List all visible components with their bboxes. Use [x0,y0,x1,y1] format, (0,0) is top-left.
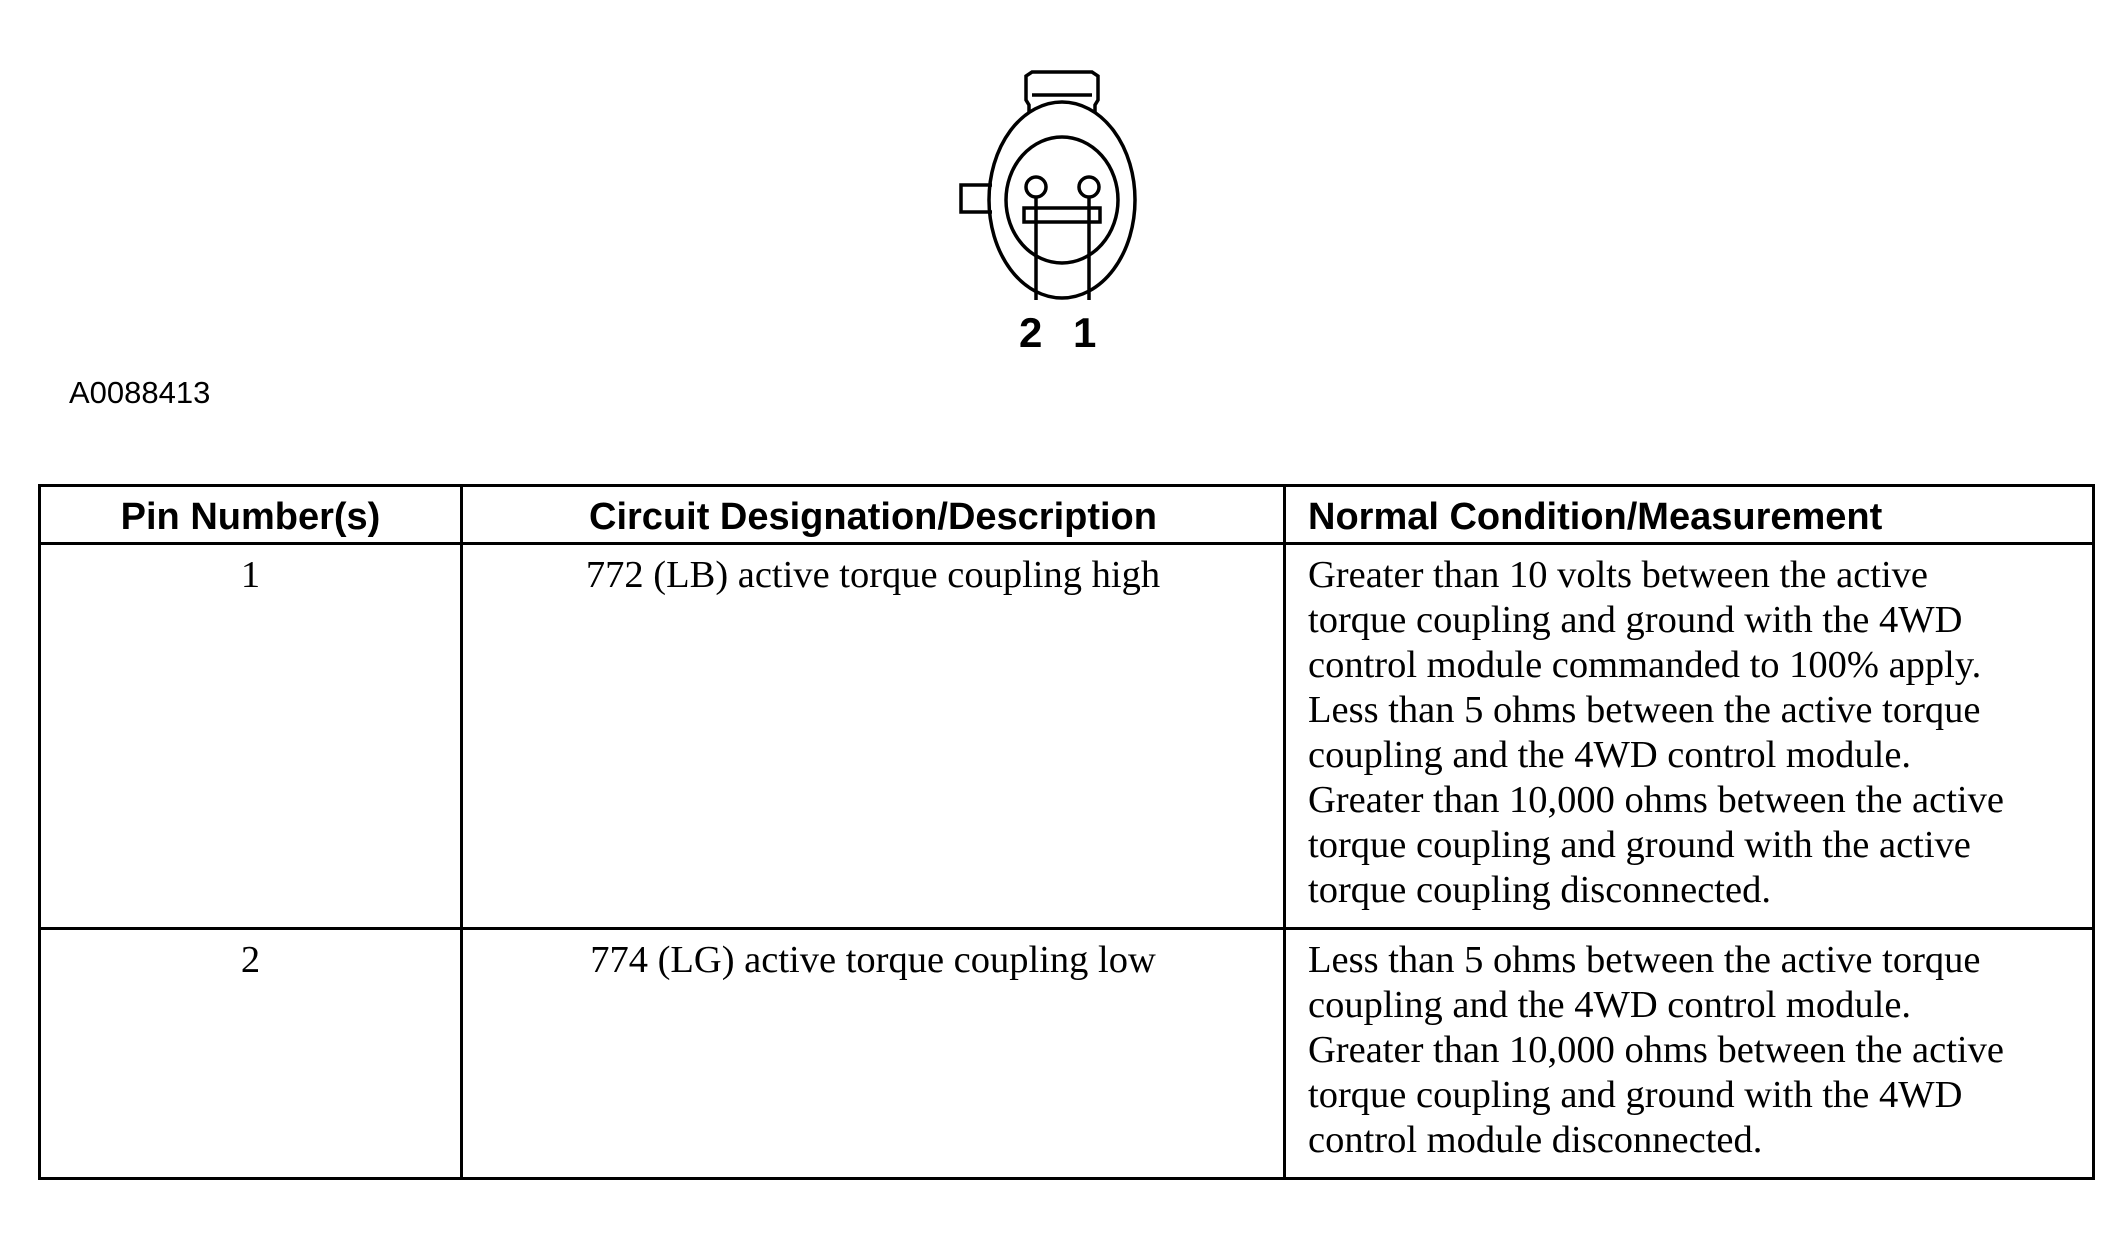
condition-line: Greater than 10,000 ohms between the active [1308,1029,2004,1071]
condition-cell [1285,544,2094,929]
condition-line: Less than 5 ohms between the active torque [1308,939,1981,981]
pin-number-cell: 2 [40,929,462,1179]
table-row [40,544,2094,929]
table-header-row [40,486,2094,544]
connector-body [989,102,1135,298]
condition-line: Less than 5 ohms between the active torque [1308,689,1981,731]
condition-line: coupling and the 4WD control module. [1308,734,1912,776]
condition-line: torque coupling and ground with the 4WD [1308,1074,1963,1116]
condition-line: coupling and the 4WD control module. [1308,984,1912,1026]
condition-line: torque coupling disconnected. [1308,869,1771,911]
condition-line: control module disconnected. [1308,1119,1763,1161]
header-condition: Normal Condition/Measurement [1285,486,2094,544]
pinout-table [38,484,2095,1180]
table-row [40,929,2094,1179]
connector-diagram [940,60,1200,360]
pin-1-label: 1 [1073,309,1097,356]
header-circuit: Circuit Designation/Description [462,486,1285,544]
condition-line: Greater than 10,000 ohms between the active [1308,779,2004,821]
condition-line: Greater than 10 volts between the active [1308,554,1929,596]
pin-number-cell: 1 [40,544,462,929]
condition-line: torque coupling and ground with the active [1308,824,1971,866]
pin-2-label: 2 [1019,309,1043,356]
circuit-cell: 774 (LG) active torque coupling low [462,929,1285,1179]
condition-cell [1285,929,2094,1179]
figure-id: A0088413 [69,375,211,410]
header-pin-number: Pin Number(s) [40,486,462,544]
circuit-cell: 772 (LB) active torque coupling high [462,544,1285,929]
condition-line: control module commanded to 100% apply. [1308,644,1982,686]
condition-line: torque coupling and ground with the 4WD [1308,599,1963,641]
